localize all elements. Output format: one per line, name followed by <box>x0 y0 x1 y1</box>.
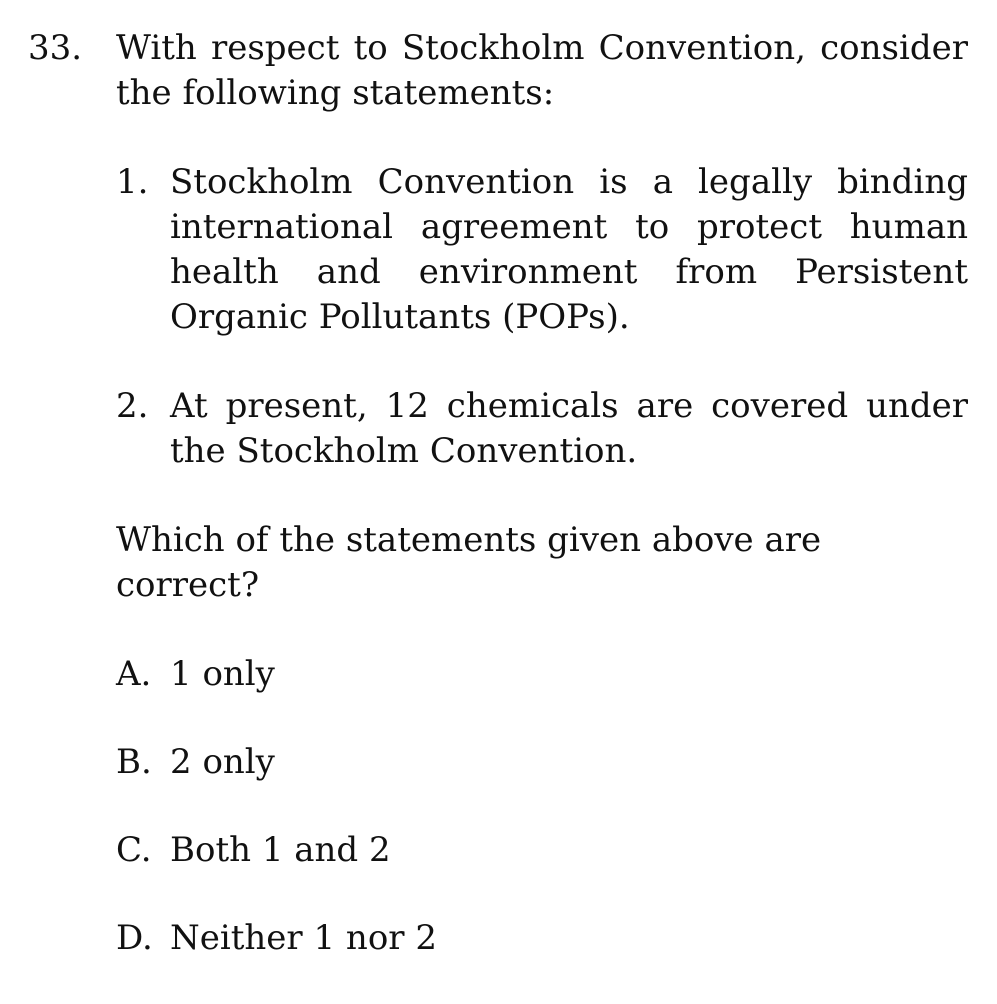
option-text: 1 only <box>170 654 275 694</box>
option-letter: D. <box>116 918 153 958</box>
option-text: 2 only <box>170 742 275 782</box>
question-block <box>28 26 968 1004</box>
statement-text: At present, 12 chemicals are covered under the Stockholm Convention. <box>170 386 968 471</box>
statement-item <box>116 160 968 340</box>
option-c[interactable] <box>116 828 968 873</box>
statement-number: 1. <box>116 162 149 202</box>
statement-item <box>116 384 968 474</box>
question-header <box>28 26 968 116</box>
option-letter: C. <box>116 830 152 870</box>
question-stem: With respect to Stockholm Convention, consider the following statements: <box>116 28 968 113</box>
question-prompt: Which of the statements given above are correct? <box>116 520 822 605</box>
option-text: Both 1 and 2 <box>170 830 391 870</box>
statement-text: Stockholm Convention is a legally binding international agreement to protect human health and environment from Persistent Organic Pollutants (POPs). <box>170 162 968 337</box>
option-a[interactable] <box>116 652 968 697</box>
option-text: Neither 1 nor 2 <box>170 918 437 958</box>
statement-number: 2. <box>116 386 149 426</box>
option-b[interactable] <box>116 740 968 785</box>
answer-options <box>116 652 968 961</box>
statement-list <box>116 160 968 474</box>
option-letter: A. <box>116 654 152 694</box>
question-number: 33. <box>28 28 83 68</box>
option-letter: B. <box>116 742 152 782</box>
option-d[interactable] <box>116 916 968 961</box>
